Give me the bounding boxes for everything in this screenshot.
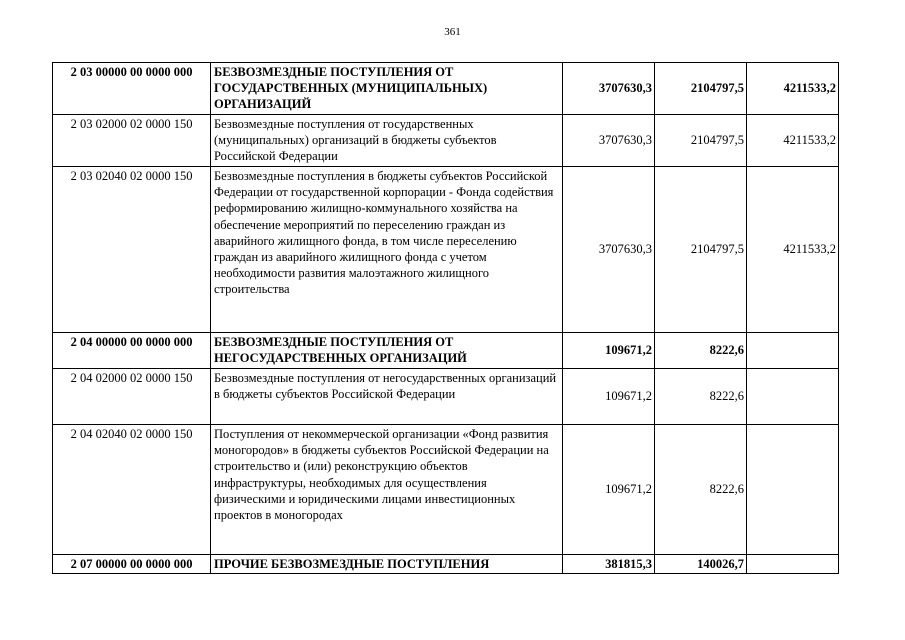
budget-item-name: БЕЗВОЗМЕЗДНЫЕ ПОСТУПЛЕНИЯ ОТ ГОСУДАРСТВЕННЫХ (МУНИЦИПАЛЬНЫХ) ОРГАНИЗАЦИЙ [211,63,563,115]
value-col-1: 3707630,3 [563,167,655,333]
budget-code: 2 04 02040 02 0000 150 [53,425,211,555]
value-col-1: 3707630,3 [563,115,655,167]
value-col-1: 381815,3 [563,555,655,574]
value-col-1: 109671,2 [563,333,655,369]
value-col-2: 2104797,5 [655,167,747,333]
value-col-3 [747,555,839,574]
budget-item-name: Безвозмездные поступления от государственных (муниципальных) организаций в бюджеты субъектов Российской Федерации [211,115,563,167]
value-col-2: 8222,6 [655,425,747,555]
value-col-2: 2104797,5 [655,63,747,115]
budget-code: 2 03 00000 00 0000 000 [53,63,211,115]
budget-code: 2 03 02040 02 0000 150 [53,167,211,333]
value-col-3: 4211533,2 [747,167,839,333]
value-col-1: 109671,2 [563,425,655,555]
value-col-3: 4211533,2 [747,115,839,167]
table-row [53,369,839,425]
budget-code: 2 03 02000 02 0000 150 [53,115,211,167]
table-row [53,555,839,574]
budget-item-name: ПРОЧИЕ БЕЗВОЗМЕЗДНЫЕ ПОСТУПЛЕНИЯ [211,555,563,574]
budget-code: 2 07 00000 00 0000 000 [53,555,211,574]
value-col-1: 109671,2 [563,369,655,425]
budget-item-name: Безвозмездные поступления в бюджеты субъектов Российской Федерации от государственной корпорации - Фонда содействия реформированию жилищно-коммунального хозяйства на обеспечение мероприятий по переселению граждан из аварийного жилищного фонда, в том числе переселению граждан из аварийного жилищного фонда с учетом необходимости развития малоэтажного жилищного строительства [211,167,563,333]
value-col-2: 8222,6 [655,369,747,425]
table-row [53,167,839,333]
value-col-2: 2104797,5 [655,115,747,167]
budget-code: 2 04 02000 02 0000 150 [53,369,211,425]
value-col-3 [747,369,839,425]
budget-item-name: БЕЗВОЗМЕЗДНЫЕ ПОСТУПЛЕНИЯ ОТ НЕГОСУДАРСТВЕННЫХ ОРГАНИЗАЦИЙ [211,333,563,369]
budget-code: 2 04 00000 00 0000 000 [53,333,211,369]
budget-item-name: Поступления от некоммерческой организации «Фонд развития моногородов» в бюджеты субъектов Российской Федерации на строительство и (или) реконструкцию объектов инфраструктуры, необходимых для осуществления физическими и юридическими лицами инвестиционных проектов в моногородах [211,425,563,555]
table-row [53,63,839,115]
budget-table [52,62,839,574]
value-col-2: 140026,7 [655,555,747,574]
budget-item-name: Безвозмездные поступления от негосударственных организаций в бюджеты субъектов Российской Федерации [211,369,563,425]
table-row [53,425,839,555]
value-col-3 [747,425,839,555]
table-row [53,333,839,369]
page-number: 361 [444,26,461,38]
value-col-2: 8222,6 [655,333,747,369]
value-col-1: 3707630,3 [563,63,655,115]
value-col-3: 4211533,2 [747,63,839,115]
table-row [53,115,839,167]
value-col-3 [747,333,839,369]
